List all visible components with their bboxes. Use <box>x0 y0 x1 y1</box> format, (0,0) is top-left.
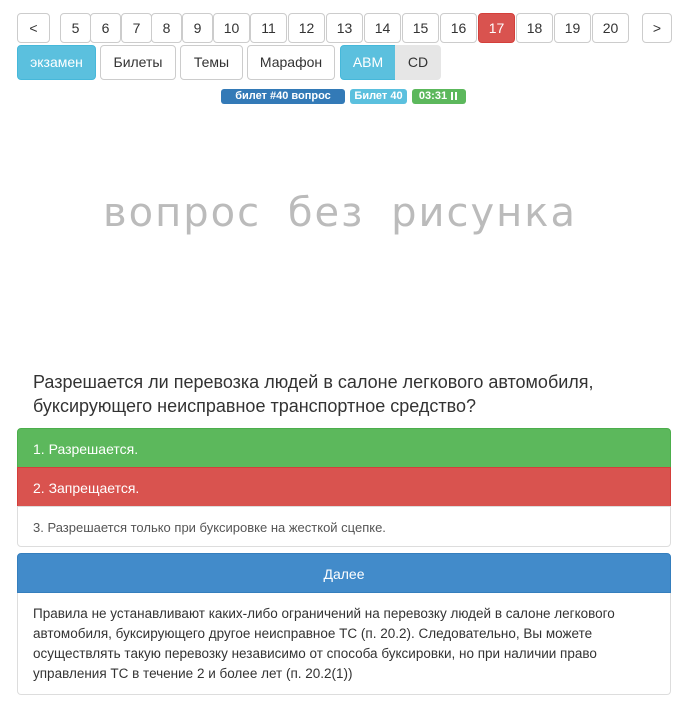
pagination-page-14[interactable]: 14 <box>364 13 401 43</box>
pagination-page-11[interactable]: 11 <box>250 13 287 43</box>
answers-list <box>17 428 671 547</box>
answer-option-3[interactable]: 3. Разрешается только при буксировке на жесткой сцепке. <box>17 506 671 547</box>
pagination-page-17-active[interactable]: 17 <box>478 13 515 43</box>
pagination-page-10[interactable]: 10 <box>213 13 250 43</box>
exam-mode-button[interactable]: экзамен <box>17 45 96 80</box>
pagination-page-18[interactable]: 18 <box>516 13 553 43</box>
category-abm-button[interactable]: ABM <box>340 45 396 80</box>
timer-value: 03:31 <box>418 90 448 102</box>
pagination <box>17 13 672 43</box>
pagination-next-button[interactable]: > <box>642 13 672 43</box>
explanation-text: Правила не устанавливают каких-либо ограничений на перевозку людей в салоне легкового автомобиля, буксирующего другое неисправное ТС (п. 20.2). Следовательно, Вы можете осуществлять такую перевозку независимо от способа буксировки, но при наличии право управления ТС в течение 2 и более лет (п. 20.2(1)) <box>17 593 671 695</box>
tickets-button[interactable]: Билеты <box>100 45 176 80</box>
pagination-page-5[interactable]: 5 <box>60 13 91 43</box>
question-text: Разрешается ли перевозка людей в салоне легкового автомобиля, буксирующего неисправное транспортное средство? <box>33 372 594 416</box>
answer-option-1[interactable]: 1. Разрешается. <box>17 428 671 468</box>
pagination-page-13[interactable]: 13 <box>326 13 363 43</box>
pagination-page-8[interactable]: 8 <box>151 13 182 43</box>
timer-badge[interactable] <box>412 89 466 104</box>
pagination-page-20[interactable]: 20 <box>592 13 629 43</box>
pagination-page-15[interactable]: 15 <box>402 13 439 43</box>
answer-option-2[interactable]: 2. Запрещается. <box>17 467 671 507</box>
category-cd-button[interactable]: CD <box>395 45 441 80</box>
pagination-page-6[interactable]: 6 <box>90 13 121 43</box>
pagination-page-19[interactable]: 19 <box>554 13 591 43</box>
pagination-prev-button[interactable]: < <box>17 13 50 43</box>
pagination-page-9[interactable]: 9 <box>182 13 213 43</box>
marathon-button[interactable]: Марафон <box>247 45 335 80</box>
ticket-badge: Билет 40 <box>350 89 407 104</box>
pagination-page-16[interactable]: 16 <box>440 13 477 43</box>
no-image-placeholder: вопрос без рисунка <box>103 190 577 236</box>
pause-icon[interactable] <box>451 90 459 105</box>
pagination-page-7[interactable]: 7 <box>121 13 152 43</box>
next-button[interactable]: Далее <box>17 553 671 593</box>
pagination-page-12[interactable]: 12 <box>288 13 325 43</box>
topics-button[interactable]: Темы <box>180 45 243 80</box>
ticket-question-badge: билет #40 вопрос #17 <box>221 89 345 104</box>
